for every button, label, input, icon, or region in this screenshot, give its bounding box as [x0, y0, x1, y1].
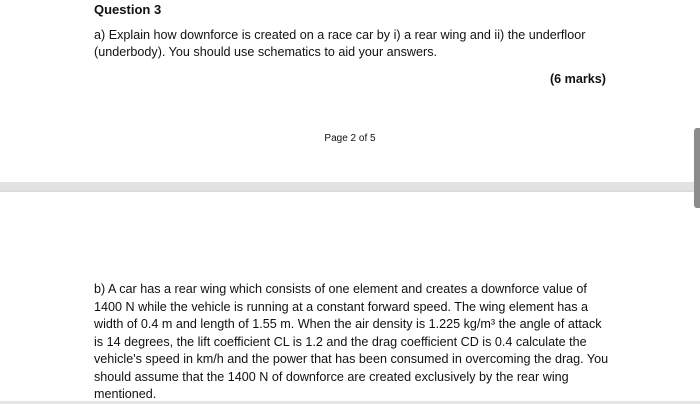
page-separator	[0, 182, 700, 192]
page-footer: Page 2 of 5	[324, 133, 376, 144]
marks-label: (6 marks)	[549, 72, 606, 86]
vertical-scrollbar[interactable]	[694, 128, 700, 208]
question-title: Question 3	[94, 2, 162, 17]
document-page-2	[0, 0, 700, 182]
question-part-b: b) A car has a rear wing which consists of one element and creates a downforce value of 1400 N while the vehicle is running at a constant forward speed. The wing element has a width of 0.4 m and length of 1.55 m. When the air density is 1.225 kg/m³ the angle of attack is 14 degrees, the lift coefficient CL is 1.2 and the drag coefficient CD is 0.4 calculate the vehicle's speed in km/h and the power that has been consumed in overcoming the drag. You should assume that the 1400 N of downforce are created exclusively by the rear wing mentioned.	[94, 282, 609, 401]
question-part-a: a) Explain how downforce is created on a race car by i) a rear wing and ii) the underfloor (underbody). You should use schematics to aid your answers.	[94, 28, 586, 59]
